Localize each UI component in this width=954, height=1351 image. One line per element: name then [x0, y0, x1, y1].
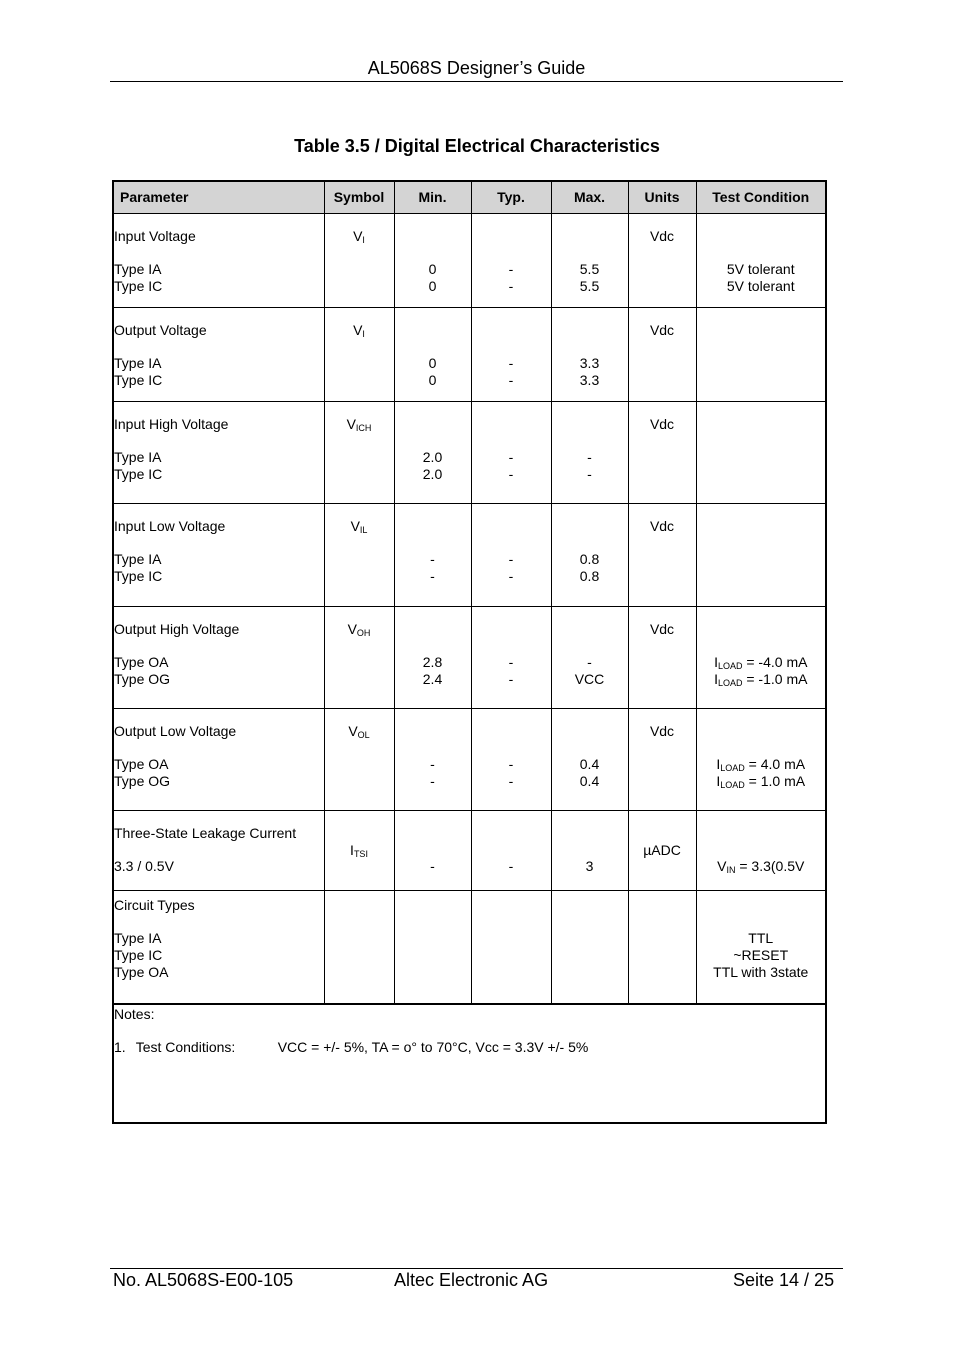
units-value: Vdc	[649, 322, 675, 338]
value: -	[430, 756, 435, 772]
min-cell	[394, 709, 471, 811]
symbol-cell	[324, 811, 394, 891]
col-header-typ: Typ.	[471, 181, 551, 214]
value: 0.8	[579, 568, 600, 584]
symbol-cell	[324, 891, 394, 1004]
table-row	[113, 891, 826, 1004]
symbol-subscript: TSI	[353, 849, 368, 859]
value: 3.3	[579, 372, 600, 388]
symbol-subscript: I	[362, 329, 365, 339]
min-cell	[394, 811, 471, 891]
symbol-cell	[324, 607, 394, 709]
min-cell	[394, 214, 471, 308]
condition-cell	[696, 402, 826, 504]
parameter-label: Circuit Types	[114, 897, 195, 913]
parameter-label: Input High Voltage	[114, 416, 229, 432]
value: -	[587, 654, 592, 670]
notes-cell	[113, 1004, 826, 1123]
condition-value: 5V tolerant	[726, 278, 795, 294]
parameter-sub: Type IC	[114, 568, 163, 584]
value: -	[508, 671, 514, 687]
symbol-subscript: OL	[357, 730, 370, 740]
parameter-label: Three-State Leakage Current	[114, 825, 297, 841]
parameter-cell	[113, 607, 324, 709]
typ-cell	[471, 709, 551, 811]
value: 0.4	[579, 756, 600, 772]
units-value: Vdc	[649, 228, 675, 244]
condition-cell	[696, 214, 826, 308]
symbol-main: V	[353, 228, 363, 244]
symbol-subscript: IL	[359, 525, 368, 535]
condition-cell	[696, 891, 826, 1004]
col-header-min: Min.	[394, 181, 471, 214]
value: -	[587, 449, 592, 465]
parameter-label: Input Voltage	[114, 228, 196, 244]
condition-value: $I_{LOAD} = 4.0$ mA	[716, 756, 806, 773]
table-row	[113, 402, 826, 504]
max-cell	[551, 607, 628, 709]
condition-value: $I_{LOAD} = -4.0$ mA	[714, 654, 808, 671]
value: 2.0	[422, 449, 443, 465]
symbol-cell	[324, 709, 394, 811]
table-row	[113, 607, 826, 709]
symbol-subscript: ICH	[355, 423, 372, 433]
page-header-title: AL5068S Designer’s Guide	[367, 58, 586, 78]
note-item: 1. Test Conditions: VCC = +/- 5%, TA = o° to 70°C, Vcc = 3.3V +/- 5%	[114, 1038, 589, 1055]
symbol-main: V	[350, 518, 360, 534]
units-cell	[628, 891, 696, 1004]
value: -	[508, 355, 514, 371]
parameter-sub: Type IA	[114, 449, 162, 465]
value: 5.5	[579, 261, 600, 277]
value: 0.8	[579, 551, 600, 567]
value: VCC	[574, 671, 605, 687]
parameter-label: Output High Voltage	[114, 621, 240, 637]
table-row	[113, 308, 826, 402]
parameter-label: Output Voltage	[114, 322, 207, 338]
units-cell	[628, 402, 696, 504]
parameter-sub: Type IA	[114, 930, 162, 946]
col-header-symbol: Symbol	[324, 181, 394, 214]
symbol-main: V	[348, 723, 358, 739]
table-row	[113, 811, 826, 891]
max-cell	[551, 891, 628, 1004]
units-value: Vdc	[649, 723, 675, 739]
min-cell	[394, 607, 471, 709]
value: 0	[428, 278, 437, 294]
max-cell	[551, 308, 628, 402]
parameter-sub: Type IA	[114, 355, 162, 371]
value: -	[430, 568, 435, 584]
col-header-units: Units	[628, 181, 696, 214]
parameter-cell	[113, 504, 324, 607]
min-cell	[394, 308, 471, 402]
units-cell	[628, 811, 696, 891]
max-cell	[551, 504, 628, 607]
value: 2.8	[422, 654, 443, 670]
condition-value: 5V tolerant	[726, 261, 795, 277]
symbol-main: V	[353, 322, 363, 338]
col-header-parameter: Parameter	[113, 181, 324, 214]
value: 2.0	[422, 466, 443, 482]
units-value: Vdc	[649, 518, 675, 534]
parameter-cell	[113, 214, 324, 308]
min-cell	[394, 402, 471, 504]
value: -	[508, 278, 514, 294]
parameter-sub: Type IC	[114, 278, 163, 294]
parameter-sub: Type IC	[114, 466, 163, 482]
units-value: Vdc	[649, 621, 675, 637]
max-cell	[551, 811, 628, 891]
value: -	[508, 773, 514, 789]
col-header-max: Max.	[551, 181, 628, 214]
typ-cell	[471, 811, 551, 891]
typ-cell	[471, 308, 551, 402]
typ-cell	[471, 607, 551, 709]
parameter-label: Output Low Voltage	[114, 723, 237, 739]
typ-cell	[471, 504, 551, 607]
symbol-cell	[324, 308, 394, 402]
col-header-test-condition: Test Condition	[696, 181, 826, 214]
condition-value: $V_{IN} = 3.3(0.5V$	[717, 858, 805, 875]
parameter-label: Input Low Voltage	[114, 518, 226, 534]
parameter-sub: 3.3 / 0.5V	[114, 858, 174, 874]
value: 0	[428, 355, 437, 371]
value: -	[508, 568, 514, 584]
table-row	[113, 214, 826, 308]
parameter-sub: Type IA	[114, 261, 162, 277]
value: -	[508, 449, 514, 465]
condition-value: ~RESET	[733, 947, 789, 963]
value: -	[508, 372, 514, 388]
units-cell	[628, 504, 696, 607]
value: -	[508, 551, 514, 567]
value: 3.3	[579, 355, 600, 371]
table-row	[113, 709, 826, 811]
table-row	[113, 504, 826, 607]
parameter-sub: Type OG	[114, 671, 171, 687]
footer-rule	[110, 1268, 843, 1269]
header-rule	[110, 81, 843, 82]
characteristics-table	[112, 180, 827, 1124]
parameter-sub: Type OG	[114, 773, 171, 789]
parameter-cell	[113, 402, 324, 504]
condition-cell	[696, 709, 826, 811]
value: -	[430, 551, 435, 567]
condition-cell	[696, 504, 826, 607]
footer-doc-number: No. AL5068S-E00-105	[113, 1270, 294, 1290]
parameter-cell	[113, 891, 324, 1004]
min-cell	[394, 891, 471, 1004]
parameter-cell	[113, 308, 324, 402]
value: -	[508, 756, 514, 772]
units-cell	[628, 709, 696, 811]
value: -	[587, 466, 592, 482]
parameter-cell	[113, 811, 324, 891]
value: 5.5	[579, 278, 600, 294]
units-cell	[628, 308, 696, 402]
value: 0.4	[579, 773, 600, 789]
units-value: Vdc	[649, 416, 675, 432]
typ-cell	[471, 402, 551, 504]
value: 2.4	[422, 671, 443, 687]
parameter-cell	[113, 709, 324, 811]
table-caption: Table 3.5 / Digital Electrical Characteristics	[294, 136, 660, 156]
symbol-main: V	[346, 416, 356, 432]
condition-value: $I_{LOAD} = 1.0$ mA	[716, 773, 806, 790]
notes-row	[113, 1004, 826, 1123]
footer-page-number: Seite 14 / 25	[733, 1270, 835, 1290]
max-cell	[551, 402, 628, 504]
parameter-sub: Type OA	[114, 654, 169, 670]
symbol-subscript: I	[362, 235, 365, 245]
parameter-sub: Type IC	[114, 372, 163, 388]
symbol-main: I	[350, 842, 354, 858]
value: -	[430, 858, 435, 874]
parameter-sub: Type OA	[114, 964, 169, 980]
condition-value: TTL with 3state	[713, 964, 809, 980]
value: -	[508, 261, 514, 277]
table-header-row	[113, 181, 826, 214]
footer-company: Altec Electronic AG	[394, 1270, 549, 1290]
condition-cell	[696, 607, 826, 709]
parameter-sub: Type OA	[114, 756, 169, 772]
units-cell	[628, 607, 696, 709]
symbol-main: V	[347, 621, 357, 637]
max-cell	[551, 214, 628, 308]
condition-cell	[696, 308, 826, 402]
max-cell	[551, 709, 628, 811]
value: 0	[428, 261, 437, 277]
typ-cell	[471, 891, 551, 1004]
units-value: µADC	[643, 842, 681, 858]
parameter-sub: Type IC	[114, 947, 163, 963]
symbol-cell	[324, 504, 394, 607]
units-cell	[628, 214, 696, 308]
value: 3	[585, 858, 594, 874]
typ-cell	[471, 214, 551, 308]
symbol-cell	[324, 214, 394, 308]
min-cell	[394, 504, 471, 607]
symbol-subscript: OH	[356, 628, 371, 638]
parameter-sub: Type IA	[114, 551, 162, 567]
value: -	[430, 773, 435, 789]
value: 0	[428, 372, 437, 388]
value: -	[508, 654, 514, 670]
value: -	[508, 466, 514, 482]
value: -	[508, 858, 514, 874]
condition-value: $I_{LOAD} = -1.0$ mA	[714, 671, 808, 688]
symbol-cell	[324, 402, 394, 504]
condition-value: TTL	[748, 930, 774, 946]
notes-title: Notes:	[114, 1005, 155, 1022]
condition-cell	[696, 811, 826, 891]
